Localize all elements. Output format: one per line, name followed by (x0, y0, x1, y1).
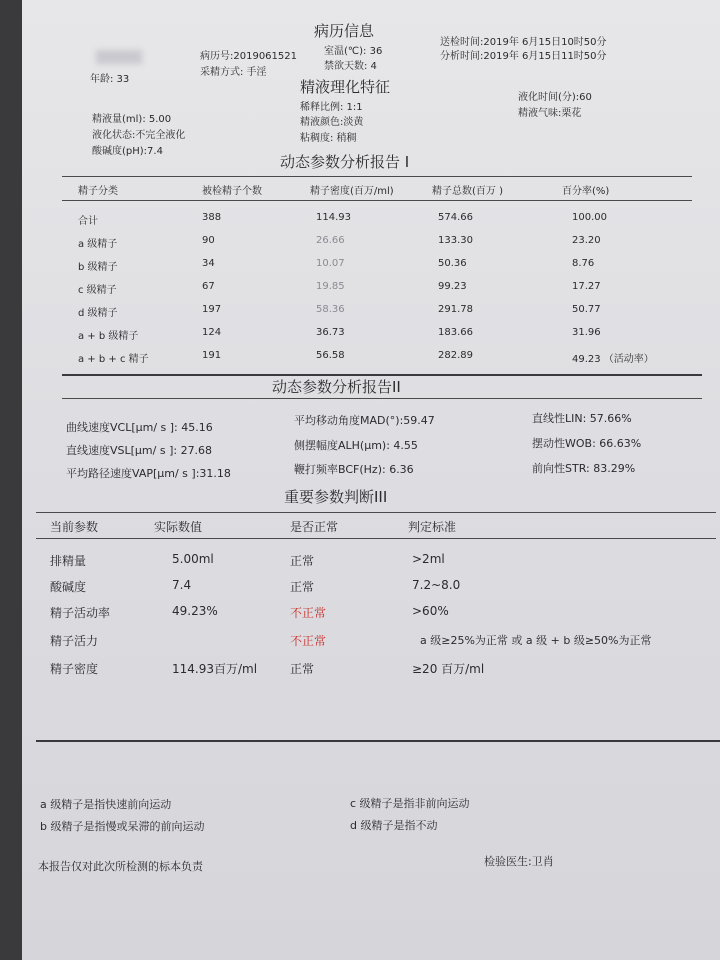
table-cell: 合计 (78, 216, 98, 227)
table-cell: 99.23 (438, 281, 467, 292)
divider (36, 512, 716, 513)
column-header: 当前参数 (50, 520, 99, 534)
vap-value: 平均路径速度VAP[μm/ s ]:31.18 (66, 467, 231, 480)
abstinence-days: 禁欲天数: 4 (324, 61, 377, 72)
table-cell: 282.89 (438, 350, 473, 361)
column-header: 精子密度(百万/ml) (310, 186, 394, 197)
wob-value: 摆动性WOB: 66.63% (532, 437, 642, 450)
table-cell: 50.36 (438, 258, 467, 269)
table-cell: d 级精子 (78, 308, 118, 319)
report-paper (22, 0, 720, 960)
str-value: 前向性STR: 83.29% (532, 462, 636, 475)
table-cell: a + b 级精子 (78, 331, 139, 342)
column-header: 判定标准 (408, 520, 457, 534)
table-cell: a + b + c 精子 (78, 354, 149, 365)
report2-title: 动态参数分析报告II (272, 378, 401, 396)
report-title: 病历信息 (314, 22, 375, 40)
divider (62, 176, 692, 177)
table-cell-standard: a 级≥25%为正常 或 a 级 + b 级≥50%为正常 (420, 634, 652, 647)
disclaimer: 本报告仅对此次所检测的标本负责 (38, 860, 203, 873)
table-cell: 19.85 (316, 281, 345, 292)
semen-volume: 精液量(ml): 5.00 (92, 114, 172, 125)
column-header: 实际数值 (154, 520, 203, 534)
note-a: a 级精子是指快速前向运动 (40, 798, 172, 811)
collection-method: 采精方式: 手淫 (200, 67, 267, 78)
table-cell: a 级精子 (78, 239, 118, 250)
analysis-time: 分析时间:2019年 6月15日11时50分 (440, 51, 607, 62)
table-cell: b 级精子 (78, 262, 118, 273)
mad-value: 平均移动角度MAD(°):59.47 (294, 414, 435, 427)
table-cell: 133.30 (438, 235, 473, 246)
table-cell-standard: >60% (412, 604, 449, 618)
vsl-value: 直线速度VSL[μm/ s ]: 27.68 (66, 444, 213, 457)
alh-value: 侧摆幅度ALH(μm): 4.55 (294, 439, 418, 452)
table-cell: 23.20 (572, 235, 601, 246)
table-cell: 90 (202, 235, 215, 246)
table-cell: 291.78 (438, 304, 473, 315)
report1-title: 动态参数分析报告 I (280, 153, 410, 171)
table-cell: 114.93 (316, 212, 351, 223)
table-cell-status: 不正常 (290, 606, 327, 620)
table-cell: 31.96 (572, 327, 601, 338)
table-cell: 388 (202, 212, 222, 223)
column-header: 被检精子个数 (202, 186, 262, 197)
table-cell: 36.73 (316, 327, 345, 338)
table-cell-standard: 7.2~8.0 (412, 578, 461, 592)
table-cell: 574.66 (438, 212, 473, 223)
divider (62, 200, 692, 201)
table-cell-standard: ≥20 百万/ml (412, 662, 485, 676)
table-cell-value: 49.23% (172, 604, 218, 618)
note-c: c 级精子是指非前向运动 (350, 797, 470, 810)
table-cell: 197 (202, 304, 222, 315)
dilution-ratio: 稀释比例: 1:1 (300, 102, 363, 113)
column-header: 精子分类 (78, 186, 118, 197)
report3-title: 重要参数判断III (284, 488, 388, 506)
table-cell: 124 (202, 327, 222, 338)
table-cell: 100.00 (572, 212, 607, 223)
table-cell: c 级精子 (78, 285, 117, 296)
divider (36, 740, 720, 742)
table-cell-status: 正常 (290, 662, 315, 676)
room-temperature: 室温(℃): 36 (324, 46, 383, 57)
table-cell: 26.66 (316, 235, 345, 246)
record-number: 病历号:2019061521 (200, 51, 297, 62)
vcl-value: 曲线速度VCL[μm/ s ]: 45.16 (66, 421, 213, 434)
table-cell-value: 5.00ml (172, 552, 214, 566)
table-cell-status: 不正常 (290, 634, 327, 648)
semen-color: 精液颜色:淡黄 (300, 117, 364, 128)
table-cell-status: 正常 (290, 554, 315, 568)
table-cell: 49.23 （活动率） (572, 354, 654, 365)
liquefaction-time: 液化时间(分):60 (518, 92, 592, 103)
table-cell-status: 正常 (290, 580, 315, 594)
divider (36, 538, 716, 539)
semen-section-title: 精液理化特征 (300, 78, 391, 96)
note-b: b 级精子是指慢或呆滞的前向运动 (40, 820, 205, 833)
age: 年龄: 33 (90, 74, 130, 85)
divider (62, 398, 702, 399)
table-cell-param: 酸碱度 (50, 580, 87, 594)
table-cell: 191 (202, 350, 222, 361)
table-cell-standard: >2ml (412, 552, 445, 566)
table-cell: 8.76 (572, 258, 595, 269)
table-cell: 17.27 (572, 281, 601, 292)
table-cell-param: 精子活力 (50, 634, 99, 648)
table-cell: 10.07 (316, 258, 345, 269)
lin-value: 直线性LIN: 57.66% (532, 412, 632, 425)
semen-odor: 精液气味:栗花 (518, 108, 582, 119)
note-d: d 级精子是指不动 (350, 819, 438, 832)
table-cell: 50.77 (572, 304, 601, 315)
table-cell: 58.36 (316, 304, 345, 315)
doctor-signature: 检验医生:卫肖 (484, 855, 554, 868)
liquefaction-state: 液化状态:不完全液化 (92, 130, 186, 141)
redacted-name (96, 50, 142, 64)
viscosity: 粘稠度: 稍稠 (300, 133, 357, 144)
column-header: 精子总数(百万 ) (432, 186, 503, 197)
table-cell: 34 (202, 258, 215, 269)
table-cell-param: 精子活动率 (50, 606, 111, 620)
table-cell: 67 (202, 281, 215, 292)
table-cell-value: 7.4 (172, 578, 192, 592)
column-header: 百分率(%) (562, 186, 610, 197)
send-time: 送检时间:2019年 6月15日10时50分 (440, 37, 607, 48)
bcf-value: 鞭打频率BCF(Hz): 6.36 (294, 463, 414, 476)
ph-value: 酸碱度(pH):7.4 (92, 146, 163, 157)
table-cell: 56.58 (316, 350, 345, 361)
table-cell-value: 114.93百万/ml (172, 662, 258, 676)
table-cell: 183.66 (438, 327, 473, 338)
column-header: 是否正常 (290, 520, 339, 534)
table-cell-param: 排精量 (50, 554, 87, 568)
table-cell-param: 精子密度 (50, 662, 99, 676)
